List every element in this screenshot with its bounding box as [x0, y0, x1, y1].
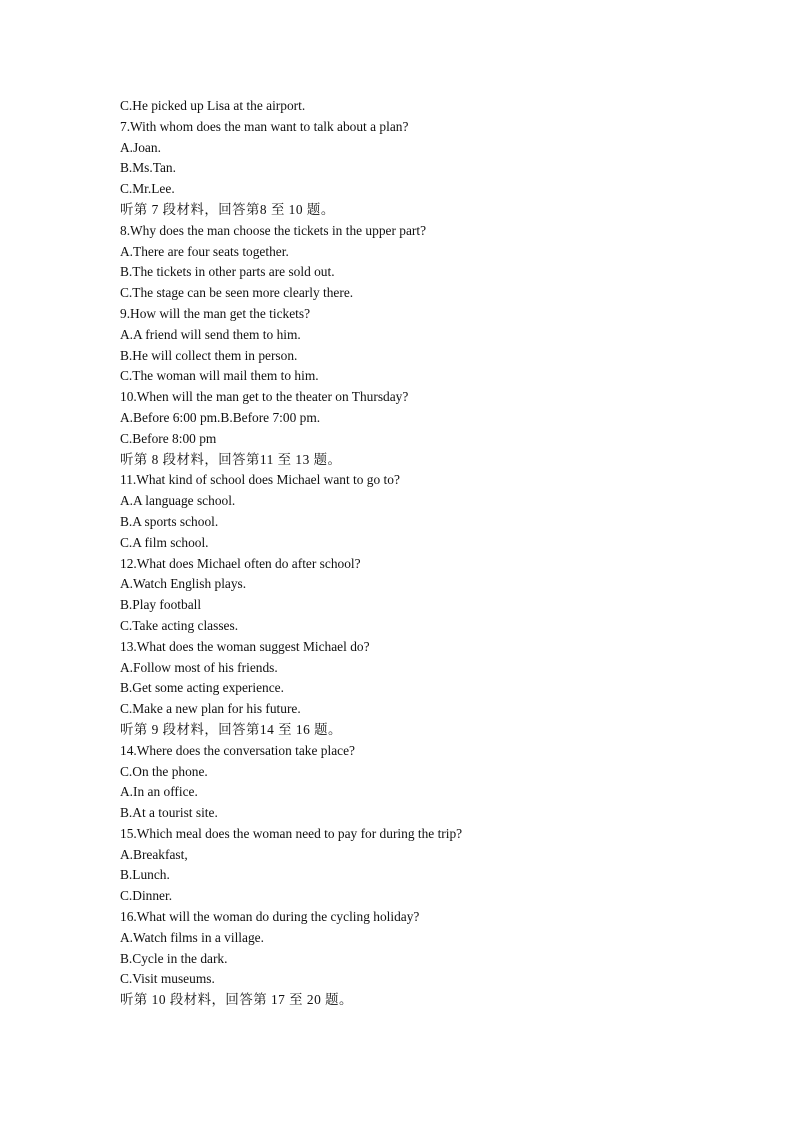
answer-option: A.A language school.: [120, 493, 236, 509]
document-body: [120, 96, 760, 1011]
section-instruction: 听第 9 段材料，回答第14 至 16 题。: [120, 721, 342, 737]
section-instruction: 听第 8 段材料，回答第11 至 13 题。: [120, 451, 342, 467]
answer-option: A.In an office.: [120, 784, 198, 800]
answer-option: C.Make a new plan for his future.: [120, 701, 301, 717]
answer-option: B.Get some acting experience.: [120, 680, 284, 696]
answer-option: C.The stage can be seen more clearly there.: [120, 285, 354, 301]
answer-option: C.A film school.: [120, 534, 209, 550]
answer-option: B.Play football: [120, 597, 202, 613]
answer-option: C.Mr.Lee.: [120, 181, 175, 197]
question-9: 9.How will the man get the tickets?: [120, 305, 311, 321]
question-15: 15.Which meal does the woman need to pay for during the trip?: [120, 825, 463, 841]
answer-option: B.Ms.Tan.: [120, 160, 176, 176]
question-10: 10.When will the man get to the theater on Thursday?: [120, 389, 409, 405]
answer-option: A.Before 6:00 pm.B.Before 7:00 pm.: [120, 409, 321, 425]
answer-option: C.Take acting classes.: [120, 617, 239, 633]
question-8: 8.Why does the man choose the tickets in the upper part?: [120, 222, 427, 238]
answer-option: C.He picked up Lisa at the airport.: [120, 98, 306, 113]
answer-option: A.Follow most of his friends.: [120, 659, 278, 675]
answer-option: C.Dinner.: [120, 888, 173, 904]
answer-option: B.A sports school.: [120, 513, 219, 529]
answer-option: A.A friend will send them to him.: [120, 326, 301, 342]
answer-option: A.Watch films in a village.: [120, 929, 264, 945]
question-13: 13.What does the woman suggest Michael do?: [120, 638, 370, 654]
question-16: 16.What will the woman do during the cycling holiday?: [120, 909, 420, 925]
question-12: 12.What does Michael often do after school?: [120, 555, 361, 571]
question-7: 7.With whom does the man want to talk about a plan?: [120, 118, 409, 134]
question-14: 14.Where does the conversation take place?: [120, 742, 355, 758]
answer-option: C.Before 8:00 pm: [120, 430, 217, 446]
answer-option: B.Cycle in the dark.: [120, 950, 228, 966]
section-instruction: 听第 7 段材料，回答第8 至 10 题。: [120, 201, 335, 217]
answer-option: A.Joan.: [120, 139, 161, 155]
answer-option: A.Watch English plays.: [120, 576, 247, 592]
answer-option: C.The woman will mail them to him.: [120, 368, 319, 384]
question-11: 11.What kind of school does Michael want to go to?: [120, 472, 400, 488]
answer-option: A.There are four seats together.: [120, 243, 289, 259]
answer-option: C.Visit museums.: [120, 971, 215, 987]
section-instruction: 听第 10 段材料，回答第 17 至 20 题。: [120, 992, 353, 1008]
answer-option: C.On the phone.: [120, 763, 208, 779]
answer-option: B.At a tourist site.: [120, 805, 218, 821]
answer-option: B.The tickets in other parts are sold out.: [120, 264, 335, 280]
answer-option: B.He will collect them in person.: [120, 347, 298, 363]
answer-option: B.Lunch.: [120, 867, 170, 883]
answer-option: A.Breakfast,: [120, 846, 188, 862]
